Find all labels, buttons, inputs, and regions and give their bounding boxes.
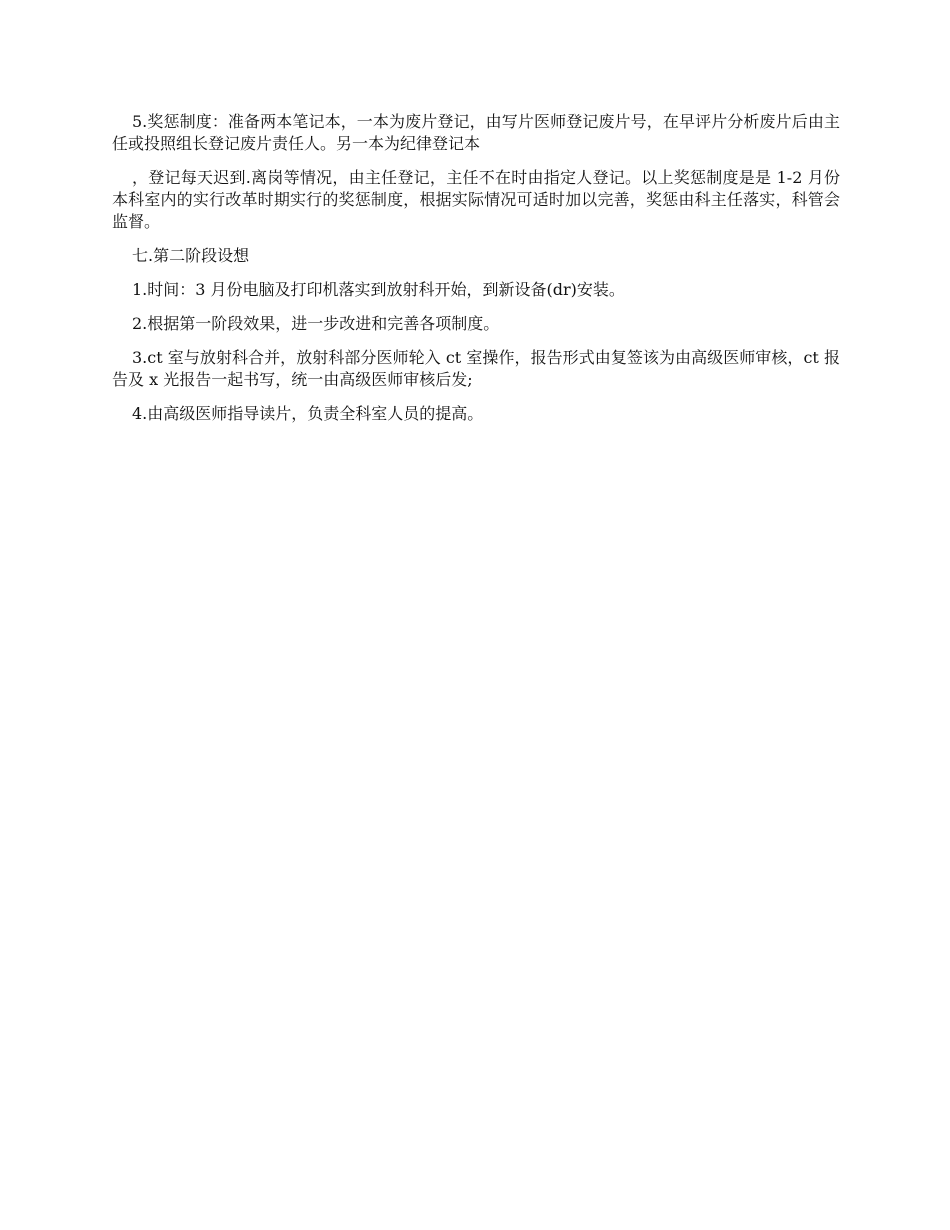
document-page bbox=[112, 111, 840, 437]
paragraph-improve-systems: 2.根据第一阶段效果，进一步改进和完善各项制度。 bbox=[132, 314, 500, 333]
paragraph-reward-penalty-system: 5.奖惩制度：准备两本笔记本，一本为废片登记，由写片医师登记废片号，在早评片分析废片后由主任或投照组长登记废片责任人。另一本为纪律登记本 bbox=[112, 112, 840, 153]
paragraph-ct-merge: 3.ct 室与放射科合并，放射科部分医师轮入 ct 室操作，报告形式由复签该为由高级医师审核，ct 报告及 x 光报告一起书写，统一由高级医师审核后发; bbox=[112, 348, 840, 389]
section-heading-phase-two: 七.第二阶段设想 bbox=[132, 246, 250, 265]
paragraph-senior-guidance: 4.由高级医师指导读片，负责全科室人员的提高。 bbox=[132, 404, 484, 423]
paragraph-timeline: 1.时间：3 月份电脑及打印机落实到放射科开始，到新设备(dr)安装。 bbox=[132, 280, 625, 299]
paragraph-discipline-register: ，登记每天迟到.离岗等情况，由主任登记，主任不在时由指定人登记。以上奖惩制度是是 1-2 月份本科室内的实行改革时期实行的奖惩制度，根据实际情况可适时加以完善，奖惩由科主任落实，科管会监督。 bbox=[112, 168, 840, 231]
